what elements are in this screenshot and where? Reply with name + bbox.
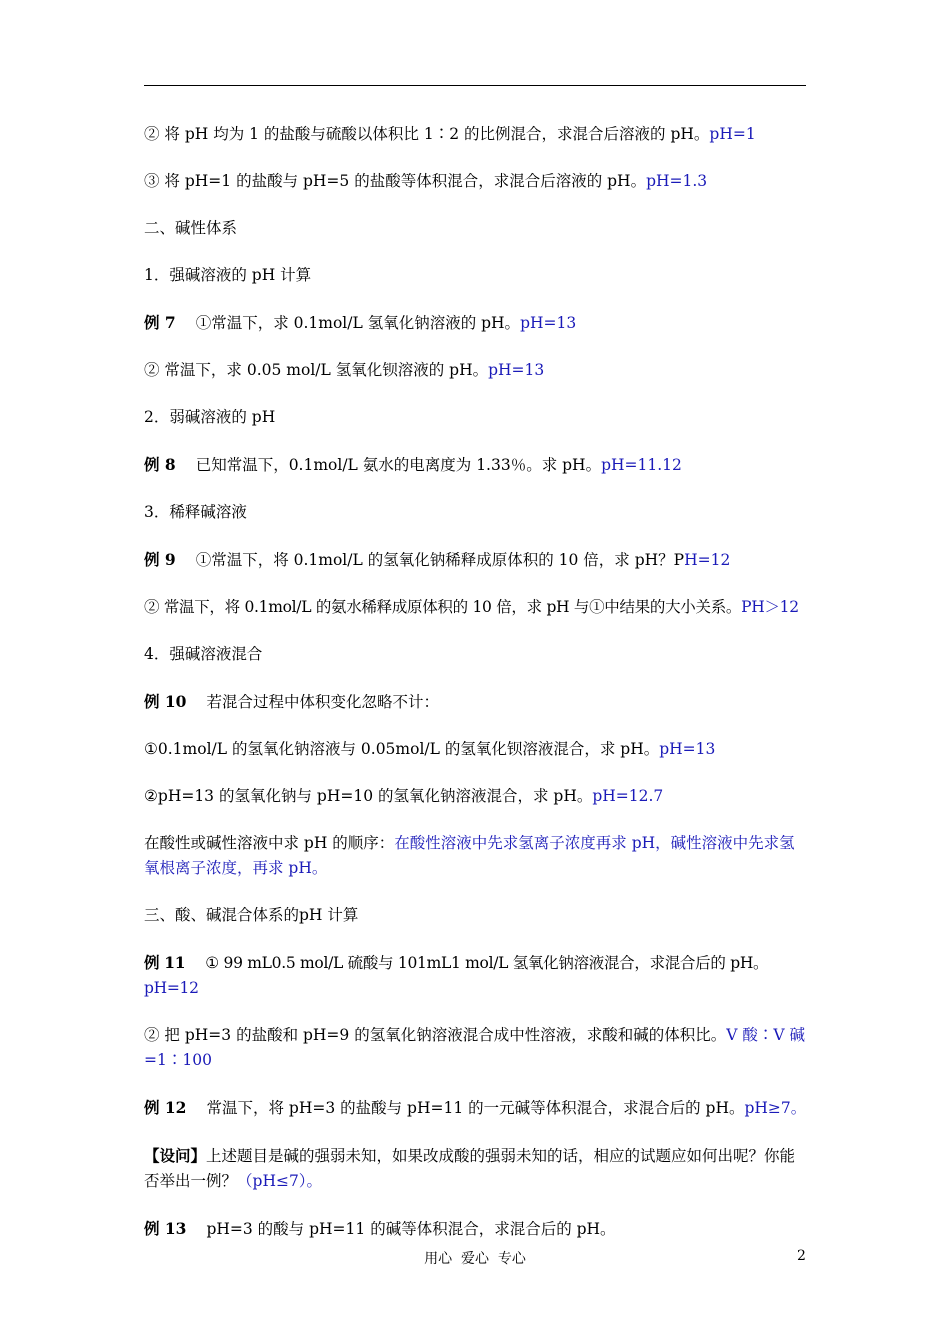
paragraph: 在酸性或碱性溶液中求 pH 的顺序：在酸性溶液中先求氢离子浓度再求 pH，碱性溶液中先求氢氧根离子浓度，再求 pH。 xyxy=(144,834,795,877)
example-label: 例 12 xyxy=(144,1098,187,1117)
paragraph: ② 常温下，将 0.1mol/L 的氨水稀释成原体积的 10 倍，求 pH 与①中结果的大小关系。PH＞12 xyxy=(144,598,799,616)
section-heading: 三、酸、碱混合体系的pH 计算 xyxy=(144,906,359,924)
answer: H=12 xyxy=(684,551,731,569)
answer: pH=13 xyxy=(520,314,577,332)
example-9: 例 9 ①常温下，将 0.1mol/L 的氢氧化钠稀释成原体积的 10 倍，求 pH？PH=12 xyxy=(144,550,731,569)
example-7: 例 7 ①常温下，求 0.1mol/L 氢氧化钠溶液的 pH。pH=13 xyxy=(144,313,577,332)
example-label: 例 11 xyxy=(144,953,186,972)
paragraph: ③ 将 pH=1 的盐酸与 pH=5 的盐酸等体积混合，求混合后溶液的 pH。pH=1.3 xyxy=(144,172,708,190)
answer: pH=11.12 xyxy=(601,456,682,474)
footer-motto: 用心 爱心 专心 xyxy=(424,1251,526,1267)
paragraph: ② 将 pH 均为 1 的盐酸与硫酸以体积比 1∶2 的比例混合，求混合后溶液的 pH。pH=1 xyxy=(144,125,756,143)
answer: pH=12.7 xyxy=(592,787,664,805)
answer: pH=1.3 xyxy=(646,172,708,190)
subsection-heading: 4．强碱溶液混合 xyxy=(144,645,263,663)
example-10: 例 10 若混合过程中体积变化忽略不计： xyxy=(144,692,439,711)
document-body xyxy=(144,122,808,1264)
subsection-heading: 3．稀释碱溶液 xyxy=(144,503,247,521)
subsection-heading: 1．强碱溶液的 pH 计算 xyxy=(144,266,312,284)
answer: （pH≤7）。 xyxy=(237,1172,323,1190)
section-heading: 二、碱性体系 xyxy=(144,219,238,237)
example-label: 例 9 xyxy=(144,550,176,569)
example-13: 例 13 pH=3 的酸与 pH=11 的碱等体积混合，求混合后的 pH。 xyxy=(144,1219,616,1238)
example-label: 例 10 xyxy=(144,692,187,711)
example-label: 例 8 xyxy=(144,455,176,474)
subsection-heading: 2．弱碱溶液的 pH xyxy=(144,408,276,426)
page-number: 2 xyxy=(797,1248,806,1264)
answer: pH=12 xyxy=(144,979,199,997)
example-label: 例 7 xyxy=(144,313,176,332)
answer: pH=1 xyxy=(709,125,756,143)
paragraph: ② 常温下，求 0.05 mol/L 氢氧化钡溶液的 pH。pH=13 xyxy=(144,361,545,379)
paragraph: ②pH=13 的氢氧化钠与 pH=10 的氢氧化钠溶液混合，求 pH。pH=12.7 xyxy=(144,787,664,805)
answer: V 酸∶V 碱=1∶100 xyxy=(144,1026,805,1069)
question-paragraph: 【设问】上述题目是碱的强弱未知，如果改成酸的强弱未知的话，相应的试题应如何出呢？你能否举出一例？（pH≤7）。 xyxy=(144,1146,796,1190)
answer: pH≥7。 xyxy=(744,1099,807,1117)
question-label: 【设问】 xyxy=(144,1146,207,1165)
example-8: 例 8 已知常温下，0.1mol/L 氨水的电离度为 1.33％。求 pH。pH=11.12 xyxy=(144,455,682,474)
example-12: 例 12 常温下，将 pH=3 的盐酸与 pH=11 的一元碱等体积混合，求混合后的 pH。pH≥7。 xyxy=(144,1098,807,1117)
answer: pH=13 xyxy=(488,361,545,379)
answer: pH=13 xyxy=(659,740,716,758)
answer: PH＞12 xyxy=(741,598,799,616)
example-11: 例 11 ① 99 mL0.5 mol/L 硫酸与 101mL1 mol/L 氢氧化钠溶液混合，求混合后的 pH。pH=12 xyxy=(144,953,769,997)
header-rule xyxy=(144,85,806,86)
paragraph: ② 把 pH=3 的盐酸和 pH=9 的氢氧化钠溶液混合成中性溶液，求酸和碱的体积比。V 酸∶V 碱=1∶100 xyxy=(144,1026,805,1069)
paragraph: ①0.1mol/L 的氢氧化钠溶液与 0.05mol/L 的氢氧化钡溶液混合，求 pH。pH=13 xyxy=(144,740,716,758)
answer: 在酸性溶液中先求氢离子浓度再求 pH，碱性溶液中先求氢氧根离子浓度，再求 pH。 xyxy=(144,834,795,877)
example-label: 例 13 xyxy=(144,1219,187,1238)
